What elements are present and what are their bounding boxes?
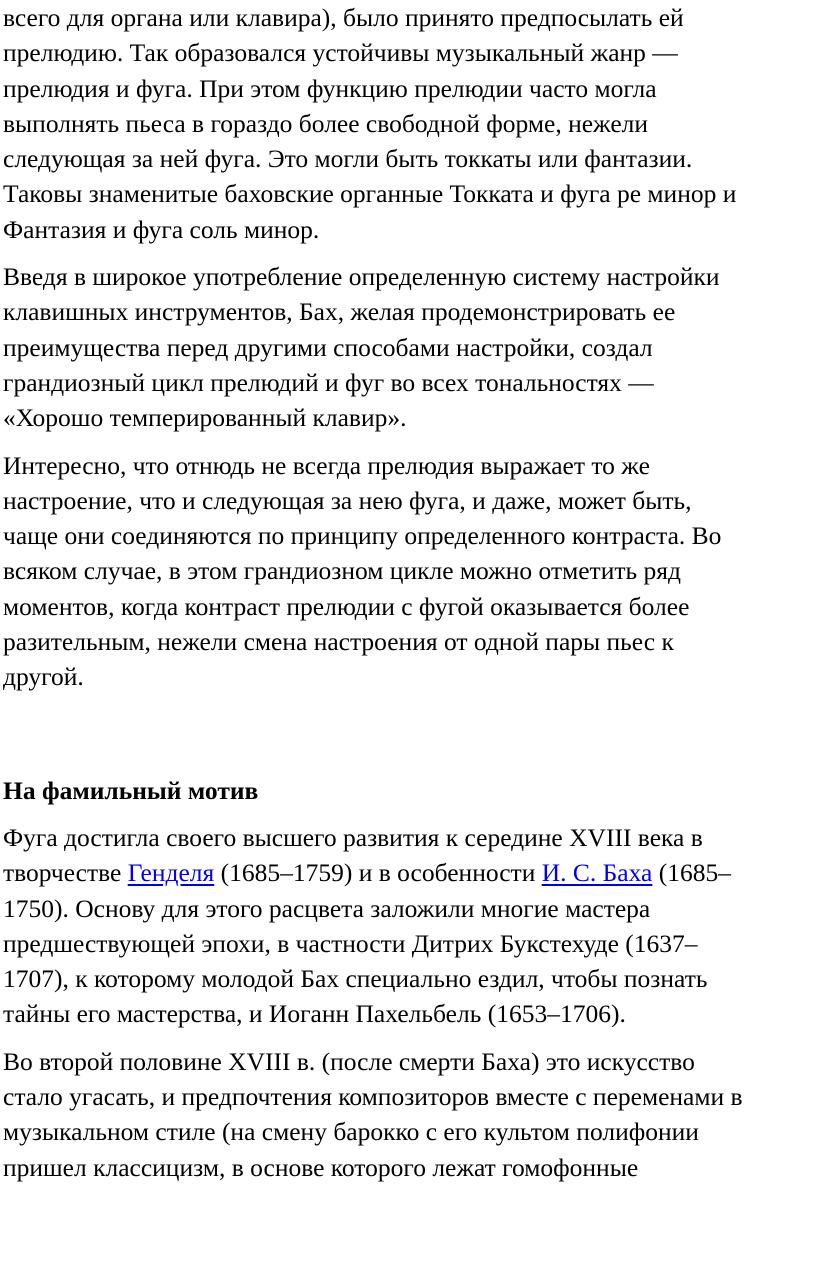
text-line: моментов, когда контраст прелюдии с фугой оказывается более xyxy=(3,591,690,621)
text-line: разительным, нежели смена настроения от одной пары пьес к xyxy=(3,627,674,657)
text-line: 1750). Основу для этого расцвета заложили многие мастера xyxy=(3,893,651,923)
text-line: «Хорошо темперированный клавир». xyxy=(3,403,407,433)
text-line: Фуга достигла своего высшего развития к середине XVIII века в xyxy=(3,822,703,852)
text-fragment: творчестве xyxy=(3,858,128,888)
text-fragment: (1685– xyxy=(652,858,731,888)
text-line: настроение, что и следующая за нею фуга, и даже, может быть, xyxy=(3,485,692,515)
paragraph-prelude-fugue xyxy=(3,0,816,247)
text-line: грандиозный цикл прелюдий и фуг во всех тональностях — xyxy=(3,367,654,397)
paragraph-fugue-development xyxy=(3,820,816,1032)
paragraph-decline xyxy=(3,1044,816,1185)
text-line: музыкальном стиле (на смену барокко с его культом полифонии xyxy=(3,1117,699,1147)
text-line: Интересно, что отнюдь не всегда прелюдия выражает то же xyxy=(3,450,650,480)
text-line: 1707), к которому молодой Бах специально ездил, чтобы познать xyxy=(3,964,708,994)
text-line: преимущества перед другими способами настройки, создал xyxy=(3,332,653,362)
text-line: стало угасать, и предпочтения композиторов вместе с переменами в xyxy=(3,1082,743,1112)
text-fragment: (1685–1759) и в особенности xyxy=(214,858,542,888)
bach-link[interactable]: И. С. Баха xyxy=(541,858,653,888)
text-line: Фантазия и фуга соль минор. xyxy=(3,214,320,244)
text-line: чаще они соединяются по принципу определенного контраста. Во xyxy=(3,521,722,551)
text-line: предшествующей эпохи, в частности Дитрих Букстехуде (1637– xyxy=(3,928,698,958)
text-line-with-links xyxy=(3,855,816,890)
text-line: следующая за ней фуга. Это могли быть токкаты или фантазии. xyxy=(3,144,693,174)
text-line: тайны его мастерства, и Иоганн Пахельбель (1653–1706). xyxy=(3,999,626,1029)
text-line: прелюдию. Так образовался устойчивы музыкальный жанр — xyxy=(3,38,678,68)
text-line: всяком случае, в этом грандиозном цикле можно отметить ряд xyxy=(3,556,681,586)
text-line: выполнять пьеса в гораздо более свободной форме, нежели xyxy=(3,108,649,138)
text-line: клавишных инструментов, Бах, желая продемонстрировать ее xyxy=(3,297,676,327)
text-line: Введя в широкое употребление определенную систему настройки xyxy=(3,262,720,292)
paragraph-contrast xyxy=(3,448,816,695)
text-line: другой. xyxy=(3,662,84,692)
text-line: всего для органа или клавира), было принято предпосылать ей xyxy=(3,3,684,32)
paragraph-well-tempered xyxy=(3,259,816,435)
text-line: Во второй половине XVIII в. (после смерти Баха) это искусство xyxy=(3,1046,695,1076)
section-heading: На фамильный мотив xyxy=(3,775,259,805)
text-line: пришел классицизм, в основе которого лежат гомофонные xyxy=(3,1152,639,1182)
text-line: прелюдия и фуга. При этом функцию прелюдии часто могла xyxy=(3,73,657,103)
text-line: Таковы знаменитые баховские органные Токката и фуга ре минор и xyxy=(3,179,737,209)
handel-link[interactable]: Генделя xyxy=(127,858,215,888)
